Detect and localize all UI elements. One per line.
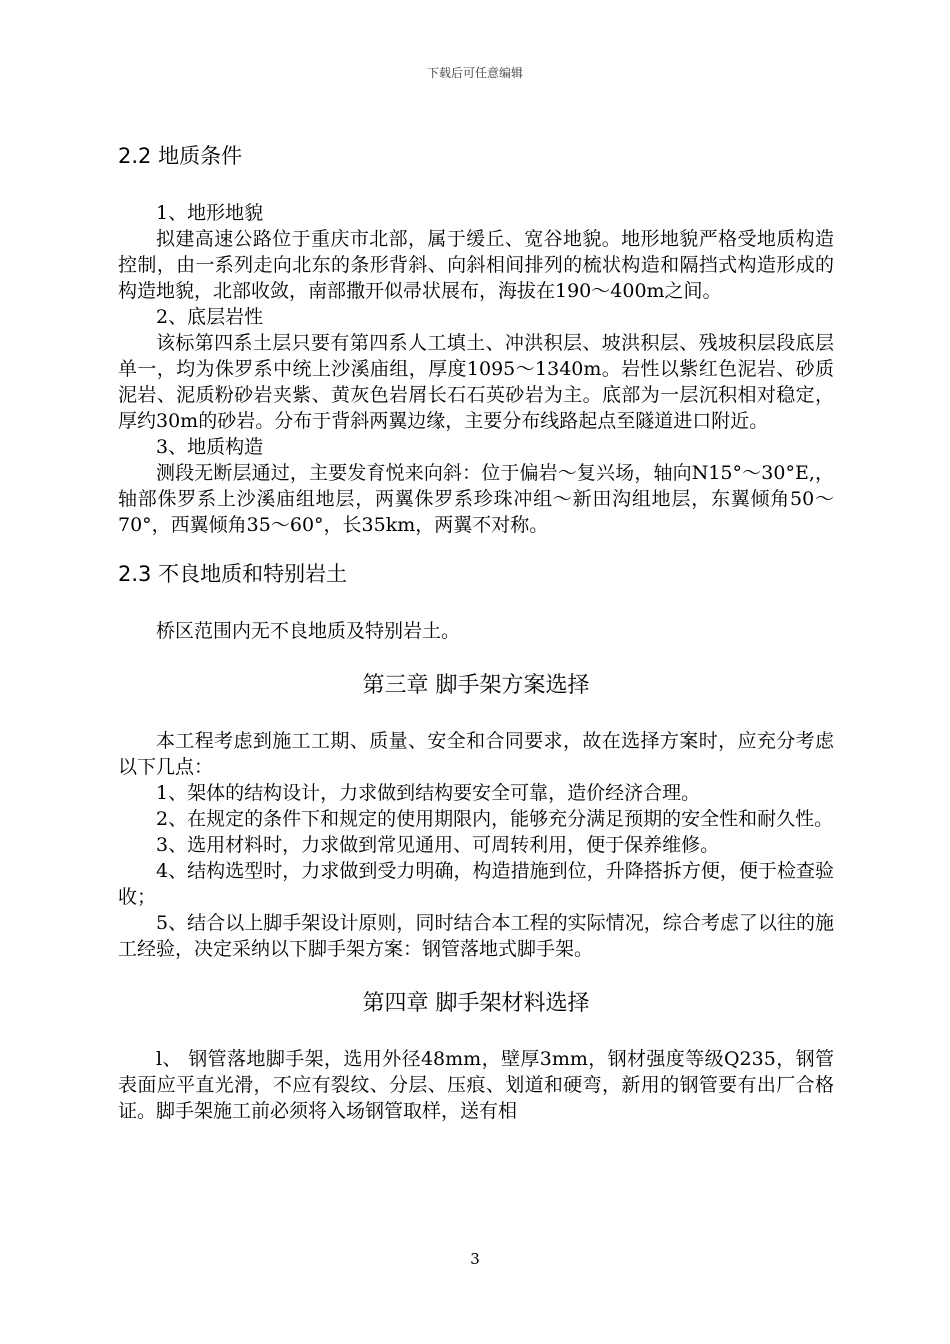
paragraph: 1、架体的结构设计，力求做到结构要安全可靠，造价经济合理。 [156, 782, 701, 804]
paragraph: 3、地质构造 [156, 436, 264, 458]
paragraph: 1、地形地貌 [156, 202, 264, 224]
document-body [118, 120, 834, 1124]
chapter-title-3: 第三章 脚手架方案选择 [362, 673, 590, 698]
paragraph: 2、在规定的条件下和规定的使用期限内，能够充分满足预期的安全性和耐久性。 [156, 808, 834, 830]
paragraph: 本工程考虑到施工工期、质量、安全和合同要求，故在选择方案时，应充分考虑以下几点： [118, 730, 834, 778]
paragraph: 3、选用材料时，力求做到常见通用、可周转利用，便于保养维修。 [156, 834, 720, 856]
page-header: 下载后可任意编辑 [426, 66, 523, 80]
paragraph: 2、底层岩性 [156, 306, 264, 328]
paragraph: 桥区范围内无不良地质及特别岩土。 [156, 620, 461, 642]
page-number: 3 [470, 1250, 480, 1268]
paragraph: 测段无断层通过，主要发育悦来向斜：位于偏岩～复兴场，轴向N15°～30°E,，轴部侏罗系上沙溪庙组地层，两翼侏罗系珍珠冲组～新田沟组地层，东翼倾角50～70°，西翼倾角35～60°，长35km，两翼不对称。 [118, 462, 834, 536]
section-title-2-2: 2.2 地质条件 [118, 144, 243, 168]
paragraph: 拟建高速公路位于重庆市北部，属于缓丘、宽谷地貌。地形地貌严格受地质构造控制，由一系列走向北东的条形背斜、向斜相间排列的梳状构造和隔挡式构造形成的构造地貌，北部收敛，南部撒开似帚状展布，海拔在190～400m之间。 [118, 228, 834, 302]
chapter-title-4: 第四章 脚手架材料选择 [362, 991, 590, 1016]
paragraph: l、 钢管落地脚手架，选用外径48mm，壁厚3mm，钢材强度等级Q235，钢管表面应平直光滑，不应有裂纹、分层、压痕、划道和硬弯，新用的钢管要有出厂合格证。脚手架施工前必须将入场钢管取样，送有相 [118, 1048, 834, 1122]
paragraph: 4、结构选型时，力求做到受力明确，构造措施到位，升降搭拆方便，便于检查验收； [118, 860, 834, 908]
paragraph: 该标第四系土层只要有第四系人工填土、冲洪积层、坡洪积层、残坡积层段底层单一，均为侏罗系中统上沙溪庙组，厚度1095～1340m。岩性以紫红色泥岩、砂质泥岩、泥质粉砂岩夹紫、黄灰色岩屑长石石英砂岩为主。底部为一层沉积相对稳定，厚约30m的砂岩。分布于背斜两翼边缘，主要分布线路起点至隧道进口附近。 [118, 332, 834, 432]
section-title-2-3: 2.3 不良地质和特别岩土 [118, 562, 348, 586]
paragraph: 5、结合以上脚手架设计原则，同时结合本工程的实际情况，综合考虑了以往的施工经验，决定采纳以下脚手架方案：钢管落地式脚手架。 [118, 912, 834, 960]
